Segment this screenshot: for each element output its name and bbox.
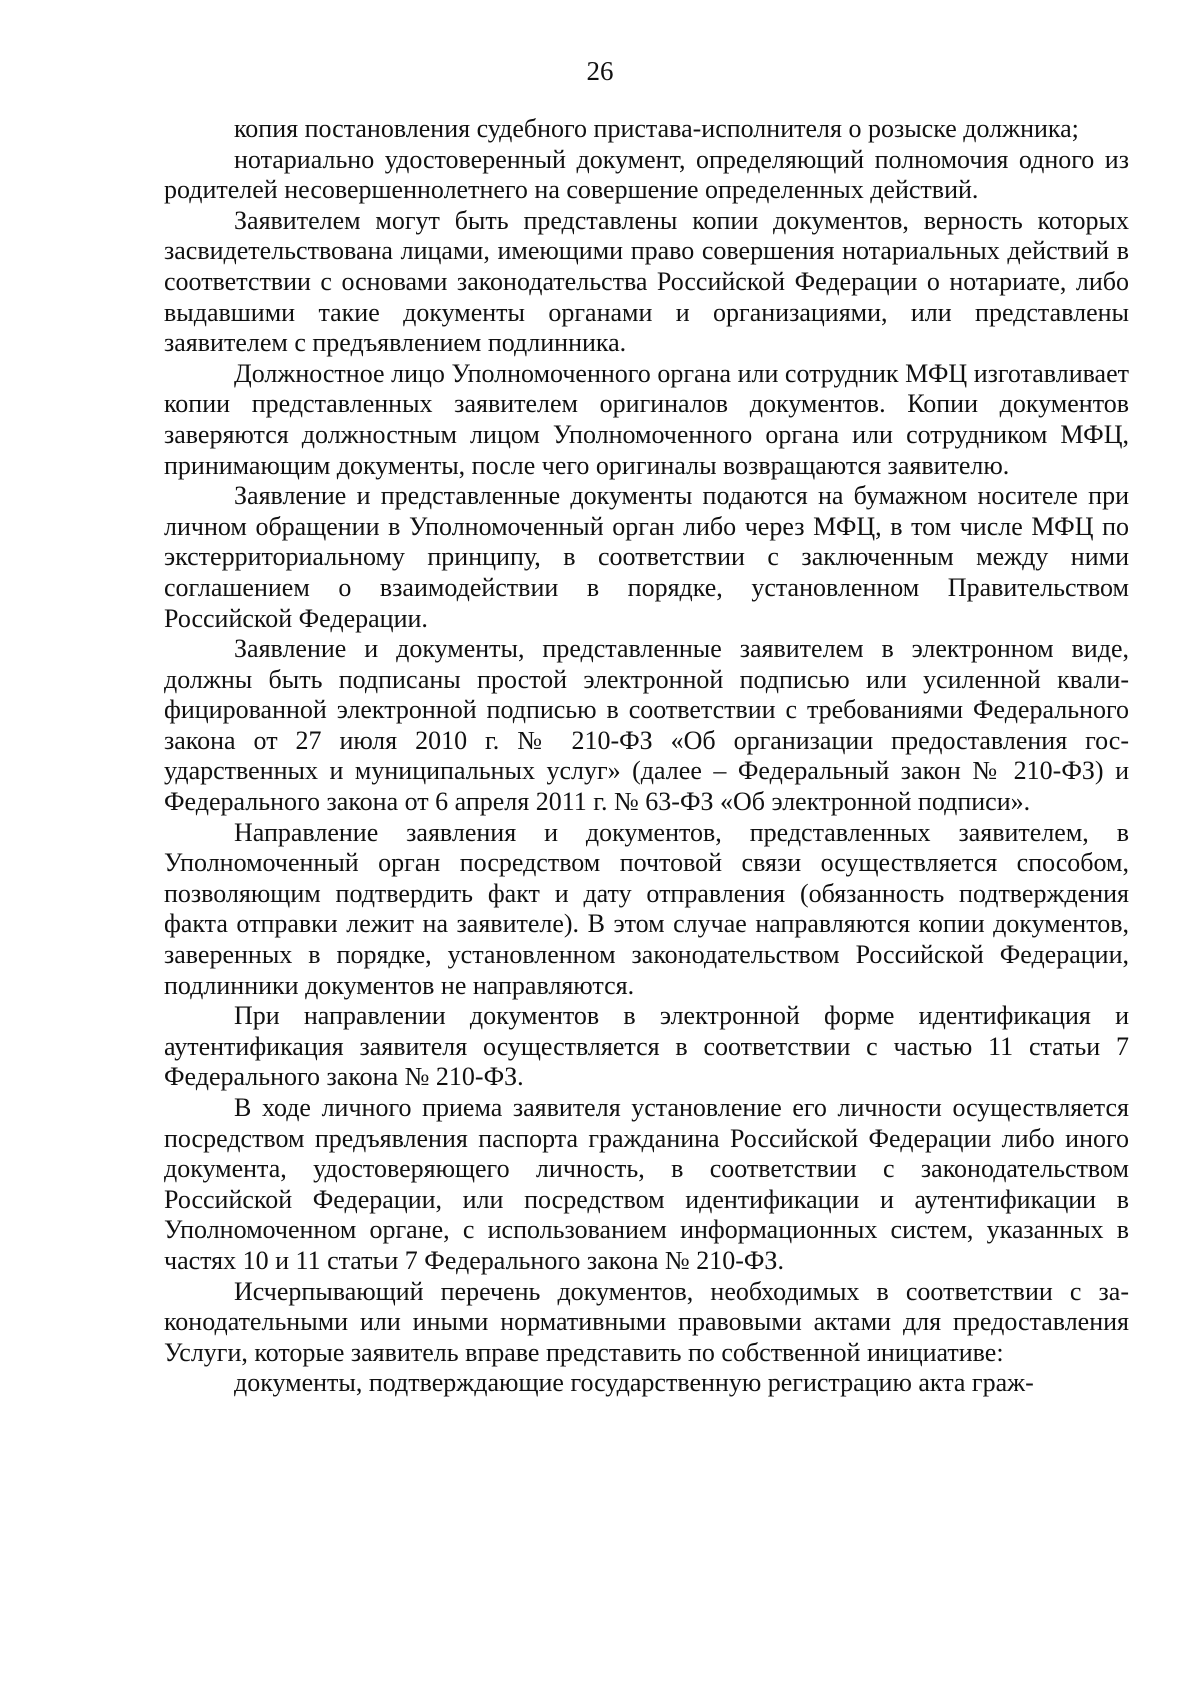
document-body xyxy=(164,114,1129,1399)
paragraph-notarized-document: нотариально удостоверенный документ, определяющий полномочия одного из родителей несовершеннолетнего на совершение определенных действий. xyxy=(164,144,1129,205)
paragraph-optional-documents: Исчерпывающий перечень документов, необходимых в соответствии с законодательными или иными нормативными правовыми актами для предоставления Услуги, которые заявитель вправе представить по собственной инициативе: xyxy=(164,1276,1129,1367)
paragraph-postal-submission: Направление заявления и документов, представленных заявителем, в Уполномоченный орган посредством почтовой связи осуществляется способом, позволяющим подтвердить факт и дату отправления (обязанность подтверждения факта отправки лежит на заявителе). В этом случае направляются копии документов, заверенных в порядке, установленном законодательством Российской Федерации, подлинники документов не направляются. xyxy=(164,817,1129,1000)
paragraph-certified-copies: Заявителем могут быть представлены копии документов, верность которых засвидетельствована лицами, имеющими право совершения нотариальных действий в соответствии с основами законодательства Российской Федерации о нотариате, либо выдавшими такие документы органами и организациями, или представлены заявителем с предъявлением подлинника. xyxy=(164,205,1129,358)
page-number: 26 xyxy=(586,56,614,86)
paragraph-personal-reception: В ходе личного приема заявителя установление его личности осуществляется посредством предъявления паспорта гражданина Российской Федерации либо иного документа, удостоверяющего личность, в соответствии с законодательством Российской Федерации, или посредством идентификации и аутентификации в Уполномоченном органе, с использованием информационных систем, указанных в частях 10 и 11 статьи 7 Федерального закона № 210-ФЗ. xyxy=(164,1093,1129,1275)
paragraph-official-copies: Должностное лицо Уполномоченного органа или сотрудник МФЦ изготавливает копии представленных заявителем оригиналов документов. Копии документов заверяются должностным лицом Уполномоченного органа или сотрудником МФЦ, принимающим документы, после чего оригиналы возвращаются заявителю. xyxy=(164,358,1129,480)
paragraph-paper-submission: Заявление и представленные документы подаются на бумажном носителе при личном обращении в Уполномоченный орган либо через МФЦ, в том числе МФЦ по экстерриториальному принципу, в соответствии с заключенным между ними соглашением о взаимодействии в порядке, установленном Правительством Российской Федерации. xyxy=(164,481,1129,633)
paragraph-debtor-search-copy: копия постановления судебного пристава-исполнителя о розыске должника; xyxy=(234,114,1079,143)
paragraph-electronic-identification: При направлении документов в электронной форме идентификация и аутентификация заявителя осуществляется в соответствии с частью 11 статьи 7 Федерального закона № 210-ФЗ. xyxy=(164,1001,1129,1092)
paragraph-registration-documents: документы, подтверждающие государственную регистрацию акта граж- xyxy=(234,1368,1034,1398)
paragraph-electronic-signature: Заявление и документы, представленные заявителем в электронном виде, должны быть подписаны простой электронной подписью или усиленной квалифицированной электронной подписью в соответствии с требованиями Федерального закона от 27 июля 2010 г. № 210-ФЗ «Об организации предоставления государственных и муниципальных услуг» (далее – Федеральный закон № 210-ФЗ) и Федерального закона от 6 апреля 2011 г. № 63-ФЗ «Об электронной подписи». xyxy=(164,634,1129,817)
